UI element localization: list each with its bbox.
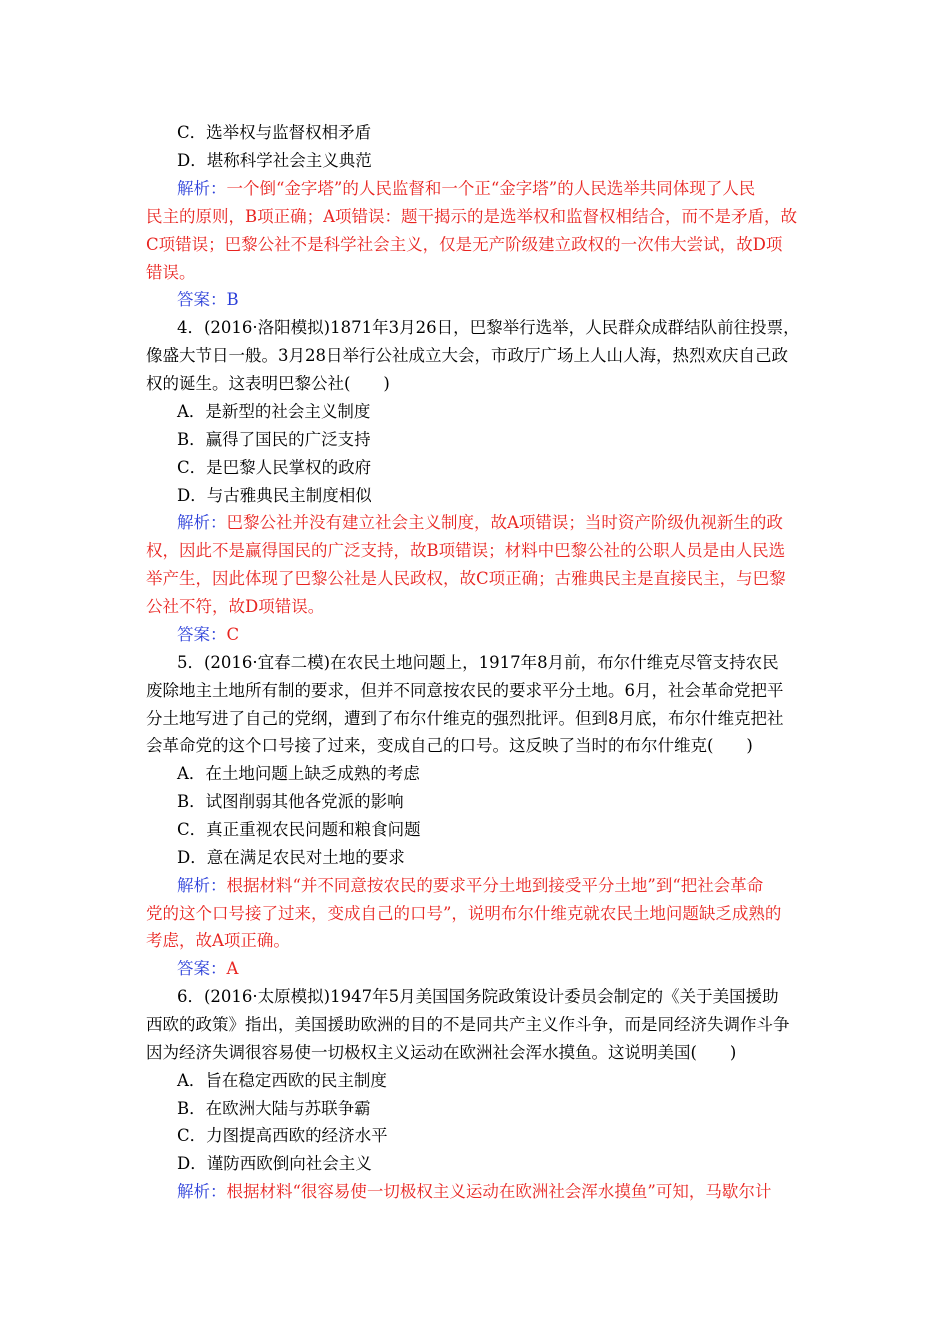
q3-answer-label: 答案： xyxy=(177,290,227,309)
q4-answer-value: C xyxy=(226,625,240,644)
q5-option-c: C．真正重视农民问题和粮食问题 xyxy=(177,820,421,839)
q6-option-c: C．力图提高西欧的经济水平 xyxy=(177,1126,388,1145)
q4-analysis-line-4: 公社不符，故D项错误。 xyxy=(146,597,325,616)
q6-analysis-label: 解析： xyxy=(177,1182,227,1201)
q4-option-d: D．与古雅典民主制度相似 xyxy=(177,486,372,505)
q5-answer-label: 答案： xyxy=(177,959,227,978)
q3-answer-value: B xyxy=(226,290,239,309)
q4-answer xyxy=(177,624,239,646)
q6-stem-line-3: 因为经济失调很容易使一切极权主义运动在欧洲社会浑水摸鱼。这说明美国( ) xyxy=(146,1043,737,1062)
q4-analysis-text: 巴黎公社并没有建立社会主义制度，故A项错误；当时资产阶级仇视新生的政 xyxy=(226,513,783,532)
q6-analysis-line-1 xyxy=(177,1181,771,1203)
q6-analysis-text: 根据材料“很容易使一切极权主义运动在欧洲社会浑水摸鱼”可知，马歇尔计 xyxy=(226,1182,772,1201)
q4-analysis-line-1 xyxy=(177,512,783,534)
q3-analysis-label: 解析： xyxy=(177,179,227,198)
q3-analysis-line-3: C项错误；巴黎公社不是科学社会主义，仅是无产阶级建立政权的一次伟大尝试，故D项 xyxy=(146,235,783,254)
q5-option-a: A．在土地问题上缺乏成熟的考虑 xyxy=(177,764,420,783)
q5-stem-line-4: 会革命党的这个口号接了过来，变成自己的口号。这反映了当时的布尔什维克( ) xyxy=(146,736,753,755)
q5-stem-line-2: 废除地主土地所有制的要求，但并不同意按农民的要求平分土地。6月，社会革命党把平 xyxy=(146,681,784,700)
q5-option-b: B．试图削弱其他各党派的影响 xyxy=(177,792,404,811)
q4-stem-line-2: 像盛大节日一般。3月28日举行公社成立大会，市政厅广场上人山人海，热烈欢庆自己政 xyxy=(146,346,788,365)
q5-answer xyxy=(177,958,238,980)
q5-analysis-text: 根据材料“并不同意按农民的要求平分土地到接受平分土地”到“把社会革命 xyxy=(226,876,764,895)
q6-option-b: B．在欧洲大陆与苏联争霸 xyxy=(177,1099,371,1118)
q4-stem-line-1: 4．(2016·洛阳模拟)1871年3月26日，巴黎举行选举，人民群众成群结队前往投票， xyxy=(177,318,800,337)
q4-option-b: B．赢得了国民的广泛支持 xyxy=(177,430,371,449)
q3-analysis-line-2: 民主的原则，B项正确；A项错误：题干揭示的是选举权和监督权相结合，而不是矛盾，故 xyxy=(146,207,798,226)
q3-analysis-line-1 xyxy=(177,178,755,200)
q3-answer xyxy=(177,289,239,311)
q6-option-d: D．谨防西欧倒向社会主义 xyxy=(177,1154,372,1173)
q5-analysis-label: 解析： xyxy=(177,876,227,895)
q5-analysis-line-2: 党的这个口号接了过来，变成自己的口号”，说明布尔什维克就农民土地问题缺乏成熟的 xyxy=(146,904,782,923)
q4-analysis-line-3: 举产生，因此体现了巴黎公社是人民政权，故C项正确；古雅典民主是直接民主，与巴黎 xyxy=(146,569,786,588)
q5-stem-line-1: 5．(2016·宜春二模)在农民土地问题上，1917年8月前，布尔什维克尽管支持农民 xyxy=(177,653,779,672)
q4-analysis-label: 解析： xyxy=(177,513,227,532)
q6-stem-line-1: 6．(2016·太原模拟)1947年5月美国国务院政策设计委员会制定的《关于美国援助 xyxy=(177,987,779,1006)
q5-stem-line-3: 分土地写进了自己的党纲，遭到了布尔什维克的强烈批评。但到8月底，布尔什维克把社 xyxy=(146,709,784,728)
q3-option-c: C．选举权与监督权相矛盾 xyxy=(177,123,372,142)
q4-analysis-line-2: 权，因此不是赢得国民的广泛支持，故B项错误；材料中巴黎公社的公职人员是由人民选 xyxy=(146,541,786,560)
q5-answer-value: A xyxy=(226,959,239,978)
q6-stem-line-2: 西欧的政策》指出，美国援助欧洲的目的不是同共产主义作斗争，而是同经济失调作斗争 xyxy=(146,1015,790,1034)
q3-analysis-line-4: 错误。 xyxy=(146,263,196,282)
q4-option-a: A．是新型的社会主义制度 xyxy=(177,402,371,421)
q3-analysis-text: 一个倒“金字塔”的人民监督和一个正“金字塔”的人民选举共同体现了人民 xyxy=(226,179,756,198)
q4-option-c: C．是巴黎人民掌权的政府 xyxy=(177,458,372,477)
q6-option-a: A．旨在稳定西欧的民主制度 xyxy=(177,1071,387,1090)
q5-analysis-line-3: 考虑，故A项正确。 xyxy=(146,931,290,950)
q3-option-d: D．堪称科学社会主义典范 xyxy=(177,151,372,170)
q4-answer-label: 答案： xyxy=(177,625,227,644)
q4-stem-line-3: 权的诞生。这表明巴黎公社( ) xyxy=(146,374,390,393)
q5-option-d: D．意在满足农民对土地的要求 xyxy=(177,848,405,867)
q5-analysis-line-1 xyxy=(177,875,763,897)
